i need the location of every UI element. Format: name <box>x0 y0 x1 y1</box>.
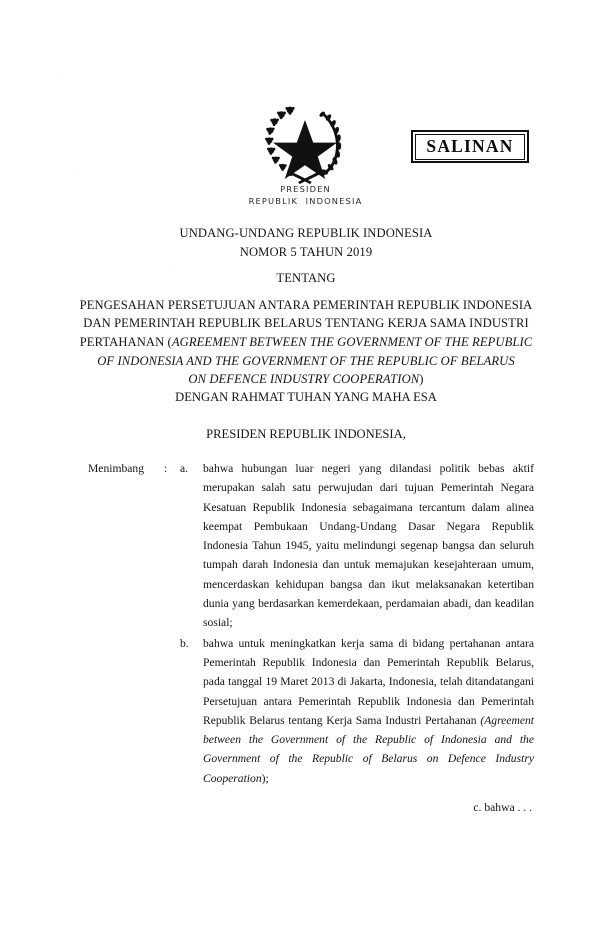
considering-text-b-italic: (Agreement between the Government of the Republic of Indonesia and the Government of the Republic of Belarus on Defence Industry Cooperation <box>203 713 534 785</box>
emblem-caption-line-1: PRESIDEN <box>280 184 331 194</box>
subject-line-3-italic: AGREEMENT BETWEEN THE GOVERNMENT OF THE REPUBLIC <box>171 334 533 349</box>
title-line-2: NOMOR 5 TAHUN 2019 <box>239 244 373 259</box>
subject-line-2: DAN PEMERINTAH REPUBLIK BELARUS TENTANG KERJA SAMA INDUSTRI <box>83 316 529 331</box>
considering-colon: : <box>164 462 168 475</box>
presidential-emblem-icon <box>265 104 345 186</box>
considering-item-a <box>180 459 534 633</box>
considering-row <box>88 459 534 789</box>
subject-line-5-italic: ON DEFENCE INDUSTRY COOPERATION <box>188 372 420 387</box>
emblem-caption-line-2: REPUBLIK INDONESIA <box>248 195 363 206</box>
subject-line-4: OF INDONESIA AND THE GOVERNMENT OF THE REPUBLIC OF BELARUS <box>97 353 515 368</box>
salinan-stamp-inner-border <box>415 134 525 160</box>
salinan-label: SALINAN <box>426 135 514 156</box>
page-catchword: c. bahwa . . . <box>473 801 532 814</box>
scan-speckle <box>62 74 63 75</box>
subject-line-1: PENGESAHAN PERSETUJUAN ANTARA PEMERINTAH REPUBLIK INDONESIA <box>79 297 533 312</box>
considering-section <box>88 459 534 789</box>
subject-spacer <box>72 288 540 296</box>
salinan-stamp <box>411 130 529 163</box>
subject-line-5-close-paren: ) <box>419 372 424 387</box>
considering-marker-a: a. <box>180 462 189 475</box>
considering-text-b-roman-1: bahwa untuk meningkatkan kerja sama di bidang pertahanan antara Pemerintah Republik Indonesia dan Pemerintah Republik Belarus, pada tanggal 19 Maret 2013 di Jakarta, Indonesia, telah ditandatangani Persetujuan antara Pemerintah Republik Indonesia dan Pemerintah Republik Belarus tentang Kerja Sama Industri Pertahanan <box>203 636 534 727</box>
considering-label: Menimbang <box>88 462 145 475</box>
scan-speckle <box>74 170 75 171</box>
considering-text-a: bahwa hubungan luar negeri yang dilandasi politik bebas aktif merupakan salah satu perwujudan dari tujuan Pemerintah Negara Kesatuan Republik Indonesia sebagaimana tercantum dalam alinea keempat Pembukaan Undang-Undang Dasar Negara Republik Indonesia Tahun 1945, yaitu melindungi segenap bangsa dan seluruh tumpah darah Indonesia dan untuk memajukan kesejahteraan umum, mencerdaskan kehidupan bangsa dan ikut melaksanakan ketertiban dunia yang berdasarkan kemerdekaan, perdamaian abadi, dan keadilan sosial; <box>203 462 534 630</box>
considering-item-list <box>180 459 534 789</box>
invocation-line: DENGAN RAHMAT TUHAN YANG MAHA ESA <box>175 390 437 404</box>
title-spacer <box>72 261 540 269</box>
title-line-3: TENTANG <box>276 271 336 286</box>
emblem-caption <box>0 184 611 207</box>
considering-marker-b: b. <box>180 636 189 650</box>
subject-line-5 <box>72 370 540 389</box>
issuer-line: PRESIDEN REPUBLIK INDONESIA, <box>206 427 406 441</box>
document-title-block <box>72 224 540 389</box>
considering-text-b <box>203 634 534 788</box>
considering-text-b-roman-2: ); <box>261 771 269 785</box>
title-line-1: UNDANG-UNDANG REPUBLIK INDONESIA <box>179 226 433 240</box>
subject-line-3 <box>72 333 540 352</box>
considering-item-b <box>180 634 534 788</box>
subject-line-3-roman: PERTAHANAN ( <box>79 334 172 349</box>
